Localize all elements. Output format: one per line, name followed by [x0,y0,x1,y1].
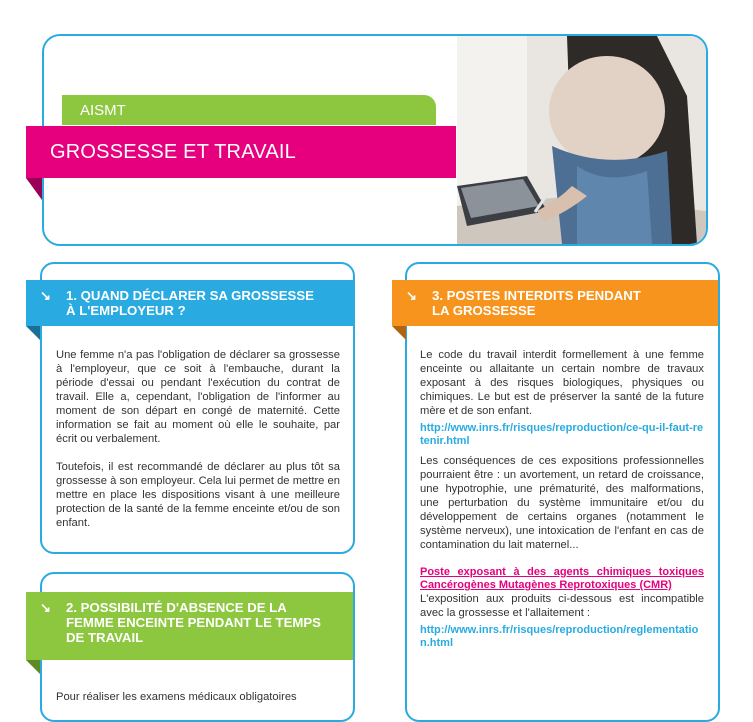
section-2-paragraph: Pour réaliser les examens médicaux obligatoires [56,691,297,703]
section-1-header [26,280,353,326]
section-1-paragraph: Une femme n'a pas l'obligation de déclarer sa grossesse à l'employeur, que ce soit à l'embauche, durant la période d'essai ou pendant l'exécution du contrat de travail. Elle a, cependant, l'obligation de l'informer au moment de son départ en congé de maternité. Cette information se fait au moment où elle le souhaite, par écrit ou verbalement. [56,349,340,445]
section-3-paragraph: Le code du travail interdit formellement à une femme enceinte ou allaitante un certain nombre de travaux exposant à des risques biologiques, physiques ou chimiques. Le but est de préserver la santé de la future mère et de son enfant. [420,349,704,417]
section-2-fold [26,660,40,674]
section-3-header [392,280,718,326]
inrs-link-retenir[interactable]: http://www.inrs.fr/risques/reproduction/ce-qu-il-faut-retenir.html [420,422,704,447]
banner-fold [26,178,42,200]
section-1-title-line1: 1. QUAND DÉCLARER SA GROSSESSE [66,288,314,303]
page-title: GROSSESSE ET TRAVAIL [26,126,456,178]
section-1-fold [26,326,40,340]
cmr-subheading: Poste exposant à des agents chimiques toxiques Cancérogènes Mutagènes Reprotoxiques (CMR) [420,566,704,591]
section-3-title-line1: 3. POSTES INTERDITS PENDANT [432,288,641,303]
section-1-title-line2: À L'EMPLOYEUR ? [66,303,186,318]
section-3-paragraph: Les conséquences de ces expositions professionnelles pourraient être : un avortement, un retard de croissance, une hypotrophie, une prématurité, des malformations, une perturbation du système immunitaire et/ou du développement de certains organes (notamment le système nerveux), une intoxication de l'enfant en cas de contamination du lait maternel... [420,455,704,551]
section-3-body [420,348,704,656]
inrs-link-reglementation[interactable]: http://www.inrs.fr/risques/reproduction/reglementation.html [420,624,699,649]
section-2-title-line3: DE TRAVAIL [66,630,144,645]
section-3-title-line2: LA GROSSESSE [432,303,536,318]
organization-tag: AISMT [62,95,436,125]
section-1-body [56,348,340,544]
section-2-header [26,592,353,660]
chevron-icon: ↘ [40,600,51,615]
pregnant-woman-photo [457,36,706,244]
section-2-body [56,690,340,718]
section-1-paragraph: Toutefois, il est recommandé de déclarer au plus tôt sa grossesse à son employeur. Cela lui permet de mettre en mettre en place les dispositions visant à une meilleure protection de la santé de la femme enceinte et/ou de son enfant. [56,461,340,529]
section-3-fold [392,326,406,340]
section-3-paragraph: L'exposition aux produits ci-dessous est incompatible avec la grossesse et l'allaitement : [420,593,704,619]
chevron-icon: ↘ [406,288,417,303]
chevron-icon: ↘ [40,288,51,303]
section-2-title-line1: 2. POSSIBILITÉ D'ABSENCE DE LA [66,600,287,615]
section-2-title-line2: FEMME ENCEINTE PENDANT LE TEMPS [66,615,321,630]
